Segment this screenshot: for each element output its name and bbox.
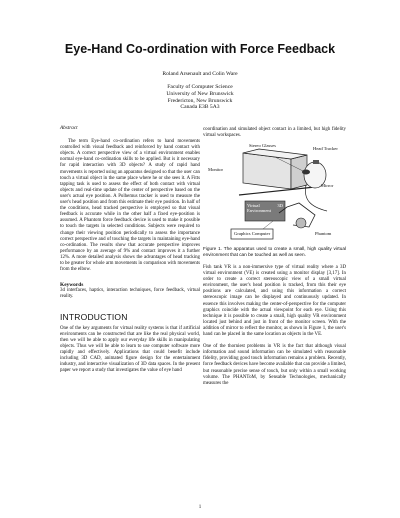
fishtank-paragraph: Fish tank VR is a non-immersive type of virtual reality where a 3D virtual environment (VE) is created using a monitor display [3,17]. In order to create a correct stereoscopic view of a small virtual environment, the user's head position is tracked, from this their eye positions are calculated, and using this information a correct stereoscopic image can be displayed and continuously updated. In essence this involves making the center-of-perspective for the computer graphics coincide with the actual viewpoint for each eye. Using this technique it is possible to create a small, high quality VR environment located just behind and just in front of the monitor screen. With the addition of mirror to reflect the monitor, as shown in Figure 1, the user's hand can be placed in the same location as objects in the VE. [203,265,346,338]
label-graphics-computer: Graphics Computer [234,231,271,237]
abstract-heading: Abstract [60,125,78,131]
keywords-heading: Keywords [60,282,84,289]
introduction-heading: INTRODUCTION [60,312,128,323]
label-stereo-glasses: Stereo Glasses [249,143,276,149]
label-head-tracker: Head Tracker [313,146,338,152]
abstract-text: The term Eye-hand co-ordination refers to hand movements controlled with visual feedback and reinforced by hand contact with objects. A correct perspective view of a virtual environment enables normal eye-hand co-ordination skills to be applied. But is it necessary for rapid interaction with 3D objects? A study of rapid hand movements is reported using an apparatus designed so that the user can touch a virtual object in the same place where he or she sees it. A Fitts tapping task is used to assess the effect of both contact with virtual objects and real-time update of the center of perspective based on the user's actual eye position. A Polhemus tracker is used to measure the user's head position and from this estimate their eye position. In half of the conditions, head tracked perspective is employed so that visual feedback is accurate while in the other half a fixed eye-position is assumed. A Phantom force feedback device is used to make it possible to touch the targets in selected conditions. Subjects were required to change their viewing position periodically to assess the importance correct perspective and of touching the targets in maintaining eye-hand co-ordination. The results show that accurate perspective improves performance by an average of 9% and contact improves it a further 12%. A more detailed analysis shows the advantages of head tracking to be greater for whole arm movements in comparison with movements from the elbow. [60,139,200,273]
abstract [60,139,200,273]
authors [0,71,400,78]
affiliation-line: University of New Brunswick [166,90,234,97]
apparatus-diagram [203,145,346,242]
page-number: 1 [198,505,202,510]
label-phantom: Phantom [315,231,332,237]
affiliation-line: Canada E3B 5A3 [180,104,220,111]
monitor-shape [243,149,307,189]
affiliation-line: Fredericton, New Brunswick [167,97,233,104]
label-monitor: Monitor [208,167,224,173]
introduction-text: One of the key arguments for virtual reality systems is that if artificial environments can be constructed that are like the real physical world, then we will be able to apply our everyday life skills in manipulating objects. Thus we will be able to learn to use computer software more rapidly and effectively. Applications that could benefit include including 3D CAD, animated figure design for the entertainment industry, and interactive visualization of 3D data spaces. In the present paper we report a study that investigates the value of eye hand [60,325,200,374]
head-tracker-shape [313,160,319,164]
right-column [203,127,346,393]
phantom-paragraph: One of the thorniest problems in VR is the fact that although visual information and sound information can be simulated with reasonable fidelity, providing good touch information remains a problem. Recently, force feedback devices have become available that can provide a limited, but reasonable precise sense of touch, but only within a small working volume. The PHANToM, by Sensable Technologies, mechanically measures the [203,344,346,386]
figure-1-caption: Figure 1. The apparatus used to create a small, high quality virtual environment that can be touched as well as seen. [203,246,346,258]
label-virtual-environment: Virtual 3D Environment [247,203,283,214]
author-names: Roland Arsenault and Colin Ware [162,71,238,77]
mirror-shape [239,187,315,195]
affiliation [0,84,400,111]
keywords-text: 3d interfaces, haptics, interaction techniques, force feedback, virtual reality. [60,288,200,300]
right-intro-continuation: coordination and simulated object contact in a limited, but high fidelity virtual workspaces. [203,127,346,139]
figure-1 [203,145,346,242]
label-mirror: Mirror [321,183,334,189]
paper-title: Eye-Hand Co-ordination with Force Feedback [64,42,336,56]
affiliation-line: Faculty of Computer Science [167,84,233,90]
left-column [60,125,200,380]
